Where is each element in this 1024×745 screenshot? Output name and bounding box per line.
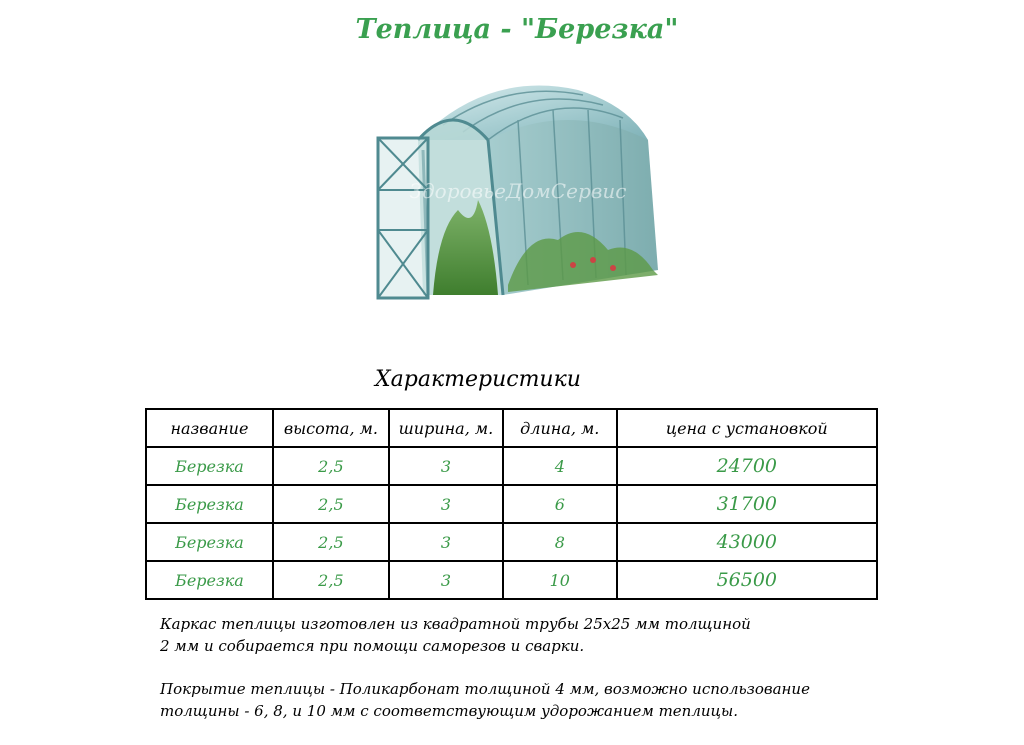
cell-width: 3	[389, 485, 503, 523]
table-row	[146, 485, 877, 523]
cell-height: 2,5	[273, 523, 389, 561]
cell-width: 3	[389, 561, 503, 599]
cell-length: 8	[503, 523, 617, 561]
cell-length: 4	[503, 447, 617, 485]
cell-length: 10	[503, 561, 617, 599]
cell-width: 3	[389, 447, 503, 485]
cell-height: 2,5	[273, 561, 389, 599]
cell-height: 2,5	[273, 447, 389, 485]
frame-description-line: 2 мм и собирается при помощи саморезов и сварки.	[160, 637, 585, 655]
table-row	[146, 447, 877, 485]
table-header-row	[146, 409, 877, 447]
cell-price: 24700	[617, 447, 877, 485]
cell-price: 56500	[617, 561, 877, 599]
cell-name: Березка	[146, 561, 273, 599]
column-header-width: ширина, м.	[389, 409, 503, 447]
cover-description	[160, 678, 880, 722]
cell-length: 6	[503, 485, 617, 523]
column-header-price: цена с установкой	[617, 409, 877, 447]
page-title: Теплица - "Березка"	[355, 14, 679, 45]
column-header-length: длина, м.	[503, 409, 617, 447]
photo-watermark: ЗдоровьеДомСервис	[409, 179, 627, 203]
column-header-name: название	[146, 409, 273, 447]
frame-description	[160, 613, 880, 657]
cell-width: 3	[389, 523, 503, 561]
cell-price: 43000	[617, 523, 877, 561]
specs-table	[145, 408, 878, 600]
cell-name: Березка	[146, 485, 273, 523]
table-row	[146, 561, 877, 599]
cover-description-line: Покрытие теплицы - Поликарбонат толщиной 4 мм, возможно использование	[160, 680, 810, 698]
cell-height: 2,5	[273, 485, 389, 523]
specs-heading: Характеристики	[375, 367, 581, 392]
table-row	[146, 523, 877, 561]
cover-description-line: толщины - 6, 8, и 10 мм с соответствующим удорожанием теплицы.	[160, 702, 739, 720]
cell-name: Березка	[146, 447, 273, 485]
greenhouse-photo	[368, 80, 668, 308]
cell-price: 31700	[617, 485, 877, 523]
column-header-height: высота, м.	[273, 409, 389, 447]
frame-description-line: Каркас теплицы изготовлен из квадратной трубы 25х25 мм толщиной	[160, 615, 751, 633]
cell-name: Березка	[146, 523, 273, 561]
